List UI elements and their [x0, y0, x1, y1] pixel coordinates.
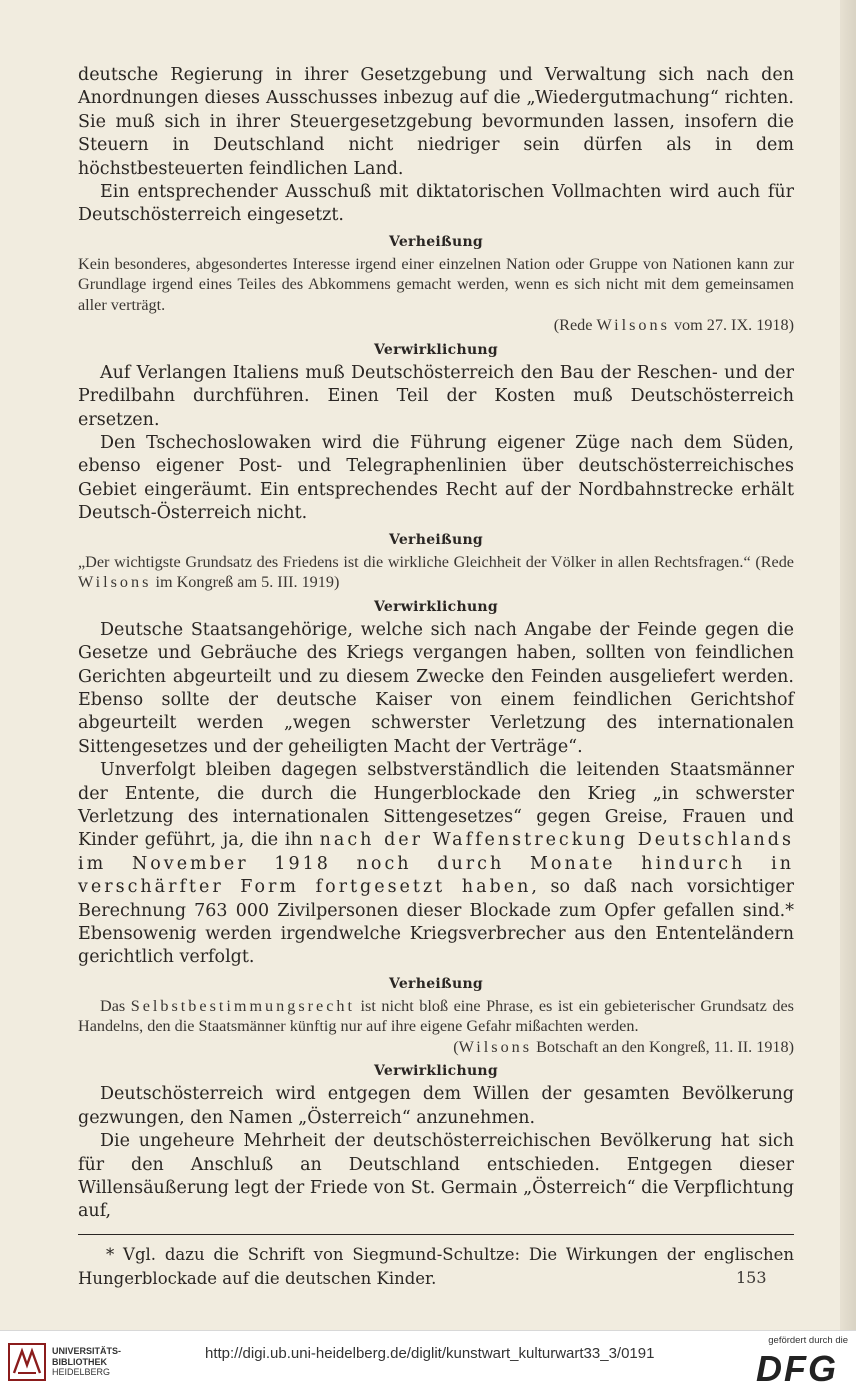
library-name [52, 1346, 121, 1378]
paragraph: Auf Verlangen Italiens muß Deutschösterreich den Bau der Reschen- und der Predilbahn durchführen. Einen Teil der Kosten muß Deutschösterreich ersetzen. [78, 362, 794, 430]
sponsor-caption: gefördert durch die [768, 1335, 848, 1346]
page-number: 153 [736, 1268, 767, 1287]
promise-quote: Kein besonderes, abgesondertes Interesse irgend einer einzelnen Nation oder Gruppe von Nationen kann zur Grundlage irgend eines Teiles des Abkommens gemacht werden, wenn es sich nicht mit dem gemeinsamen aller verträgt. [78, 254, 794, 314]
paragraph-start: Unverfolgt bleiben dagegen selbstverständlich die leitenden Staatsmänner der Entente, die durch die Hungerblockade den Krieg „in schwerster Verletzung des internationalen Sittengesetzes“ gegen Greise, Frauen und Kinder geführt, ja, die ihn [78, 760, 794, 851]
heading-promise: Verheißung [388, 233, 484, 250]
citation-suffix: Botschaft an den Kongreß, 11. II. 1918) [532, 1037, 794, 1056]
permalink-url[interactable]: http://digi.ub.uni-heidelberg.de/diglit/kunstwart_kulturwart33_3/0191 [205, 1345, 655, 1362]
heading-reality: Verwirklichung [374, 341, 498, 358]
dfg-logo[interactable]: DFG [756, 1348, 838, 1389]
heading-reality: Verwirklichung [374, 1063, 498, 1080]
paragraph [78, 759, 794, 970]
footnote-rule [78, 1234, 794, 1235]
paragraph: Den Tschechoslowaken wird die Führung eigener Züge nach dem Süden, ebenso eigener Post- und Telegraphenlinien über deutschösterreichisches Gebiet eingeräumt. Ein entsprechendes Recht auf der Nordbahnstrecke erhält Deutsch-Österreich nicht. [78, 433, 794, 524]
library-line: UNIVERSITÄTS- [52, 1346, 122, 1356]
promise-quote [78, 996, 794, 1037]
citation-prefix: ( [453, 1037, 459, 1056]
paragraph: Deutschösterreich wird entgegen dem Willen der gesamten Bevölkerung gezwungen, den Namen „Österreich“ anzunehmen. [78, 1084, 794, 1128]
viewer-footer [0, 1330, 856, 1394]
paragraph-end: , so daß nach vorsichtiger Berechnung 763 000 Zivilpersonen dieser Blockade zum Opfer gefallen sind.* Ebensowenig werden irgendwelche Kriegsverbrecher aus den Ententeländern gerichtlich verfolgt. [78, 877, 794, 968]
footnote: * Vgl. dazu die Schrift von Siegmund-Schultze: Die Wirkungen der englischen Hungerblockade auf die deutschen Kinder. [78, 1244, 794, 1288]
citation [78, 1037, 794, 1058]
citation-prefix: (Rede [750, 552, 794, 571]
emphasized-text: Selbstbestimmungsrecht [130, 996, 355, 1015]
paragraph: Die ungeheure Mehrheit der deutschösterreichischen Bevölkerung hat sich für den Anschluß an Deutschland entschieden. Entgegen dieser Willensäußerung legt der Friede von St. Germain „Österreich“ die Verpflichtung auf, [78, 1131, 794, 1222]
library-line: HEIDELBERG [52, 1367, 111, 1377]
page-edge [840, 0, 856, 1330]
emphasized-text: nach der Waffenstreckung Deutschlands im November 1918 noch durch Monate hindurch in verschärfter Form fortgesetzt haben [78, 830, 794, 898]
paragraph: deutsche Regierung in ihrer Gesetzgebung und Verwaltung sich nach den Anordnungen dieses Ausschusses inbezug auf die „Wiedergutmachung“ richten. Sie muß sich in ihrer Steuergesetzgebung bevormunden lassen, insofern die Steuern in Deutschland nicht niedriger sein dürfen als in dem höchstbesteuerten feindlichen Land. [78, 65, 794, 179]
library-logo[interactable] [8, 1343, 158, 1383]
promise-text: „Der wichtigste Grundsatz des Friedens ist die wirkliche Gleichheit der Völker in allen Rechtsfragen.“ [78, 552, 751, 571]
heading-promise: Verheißung [388, 975, 484, 992]
paragraph: Deutsche Staatsangehörige, welche sich nach Angabe der Feinde gegen die Gesetze und Gebräuche des Kriegs vergangen haben, sollten von feindlichen Gerichten abgeurteilt und zu diesem Zwecke den Feinden ausgeliefert werden. Ebenso sollte der deutsche Kaiser von einem feindlichen Gerichtshof abgeurteilt werden „wegen schwerster Verletzung des internationalen Sittengesetzes und der geheiligten Macht der Verträge“. [78, 619, 794, 757]
library-line: BIBLIOTHEK [52, 1356, 107, 1367]
page-content [78, 64, 794, 1291]
citation-name: Wilsons [78, 573, 152, 592]
citation-suffix: im Kongreß am 5. III. 1919) [151, 573, 340, 592]
citation-name: Wilsons [596, 316, 670, 335]
heading-promise: Verheißung [388, 531, 484, 548]
citation [78, 315, 794, 336]
promise-quote [78, 552, 794, 593]
promise-start: Das [100, 996, 131, 1015]
promise-end: ist nicht bloß eine Phrase, es ist ein gebieterischer Grundsatz des Handelns, den die Staatsmänner künftig nur auf ihre eigene Gefahr mißachten werden. [78, 996, 794, 1036]
library-seal-icon [8, 1343, 46, 1381]
citation-suffix: vom 27. IX. 1918) [669, 316, 794, 335]
heading-reality: Verwirklichung [374, 598, 498, 615]
citation-name: Wilsons [458, 1037, 533, 1056]
citation-prefix: (Rede [553, 316, 597, 335]
paragraph: Ein entsprechender Ausschuß mit diktatorischen Vollmachten wird auch für Deutschösterreich eingesetzt. [78, 182, 794, 226]
